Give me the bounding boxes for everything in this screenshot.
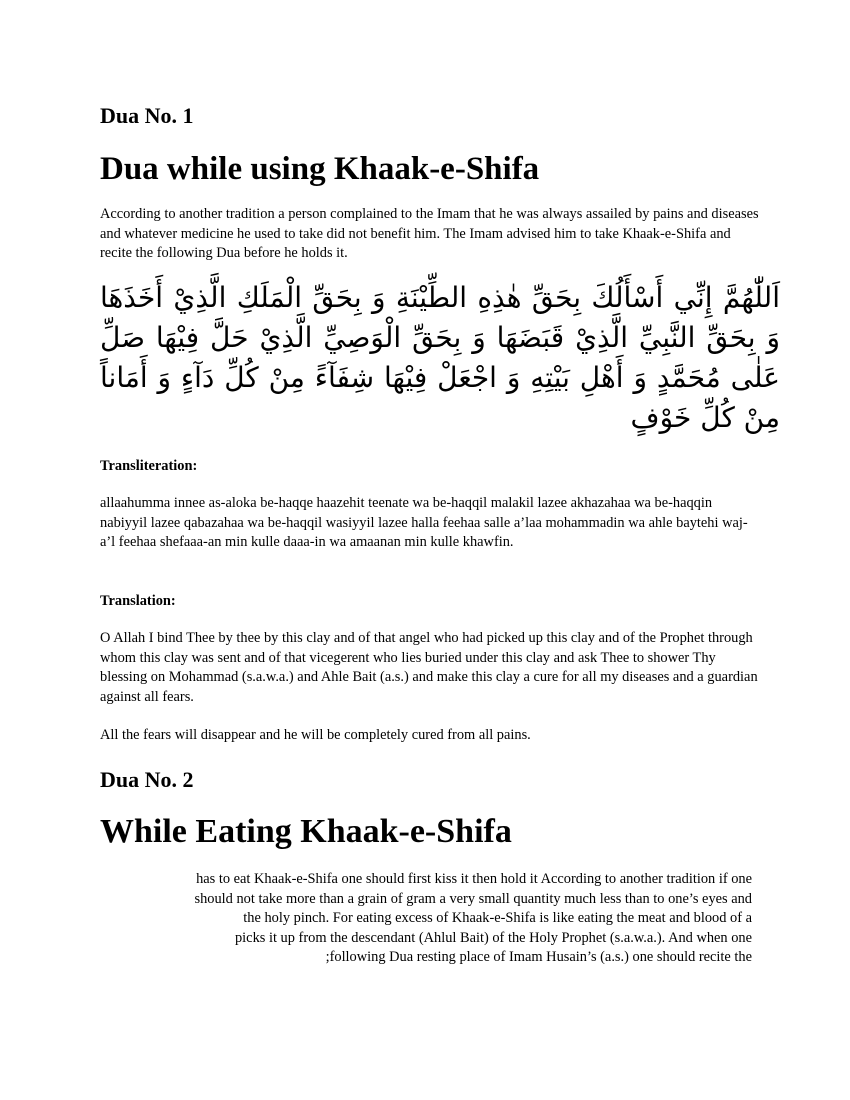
dua-2-line: picks it up from the descendant (Ahlul Bait) of the Holy Prophet (s.a.w.a.). And when one (234, 929, 752, 946)
transliteration-label: Transliteration: (100, 458, 198, 474)
dua-1-outcome: All the fears will disappear and he will be completely cured from all pains. (100, 727, 531, 743)
dua-2-line: has to eat Khaak-e-Shifa one should first kiss it then hold it According to another tradition if one (196, 871, 752, 887)
dua-2-title: While Eating Khaak-e-Shifa (100, 813, 512, 850)
dua-2-body (92, 870, 752, 968)
dua-1-arabic-text: اَللّٰهُمَّ إِنِّي أَسْأَلُكَ بِحَقِّ هٰذِهِ الطِّيْنَةِ وَ بِحَقِّ الْمَلَكِ الَّذِيْ أَخَذَهَا وَ بِحَقِّ النَّبِيِّ الَّذِيْ قَبَضَهَا وَ بِحَقِّ الْوَصِيِّ الَّذِيْ حَلَّ فِيْهَا صَلِّ عَلٰى مُحَمَّدٍ وَ أَهْلِ بَيْتِهِ وَ اجْعَلْ فِيْهَا شِفَآءً مِنْ كُلِّ دَآءٍ وَ أَمَاناً مِنْ كُلِّ خَوْفٍ (100, 281, 780, 434)
dua-2-line: should not take more than a grain of gram a very small quantity much less than to one’s eyes and (194, 890, 752, 907)
transliteration-text: allaahumma innee as-aloka be-haqqe haazehit teenate wa be-haqqil malakil lazee akhazahaa wa be-haqqin nabiyyil lazee qabazahaa wa be-haqqil wasiyyil lazee halla feehaa salle a’laa mohammadin wa ahle baytehi waj-a’l feehaa shefaaa-an min kulle daaa-in wa amaanan min kulle khawfin. (100, 495, 748, 550)
dua-2-line: the holy pinch. For eating excess of Khaak-e-Shifa is like eating the meat and blood of a (243, 910, 752, 926)
translation-label: Translation: (100, 593, 176, 609)
dua-1-intro: According to another tradition a person complained to the Imam that he was always assailed by pains and diseases and whatever medicine he used to take did not benefit him. The Imam advised him to take Khaak-e-Shifa and recite the following Dua before he holds it. (100, 206, 759, 261)
dua-1-title: Dua while using Khaak-e-Shifa (100, 151, 540, 187)
translation-text: O Allah I bind Thee by thee by this clay and of that angel who had picked up this clay and of the Prophet through whom this clay was sent and of that vicegerent who lies buried under this clay and ask Thee to shower Thy blessing on Mohammad (s.a.w.a.) and Ahle Bait (a.s.) and make this clay a cure for all my diseases and a guardian against all fears. (100, 630, 758, 705)
dua-1-number: Dua No. 1 (100, 103, 194, 128)
dua-2-number: Dua No. 2 (100, 767, 194, 792)
dua-2-line: ;following Dua resting place of Imam Husain’s (a.s.) one should recite the (325, 949, 752, 965)
